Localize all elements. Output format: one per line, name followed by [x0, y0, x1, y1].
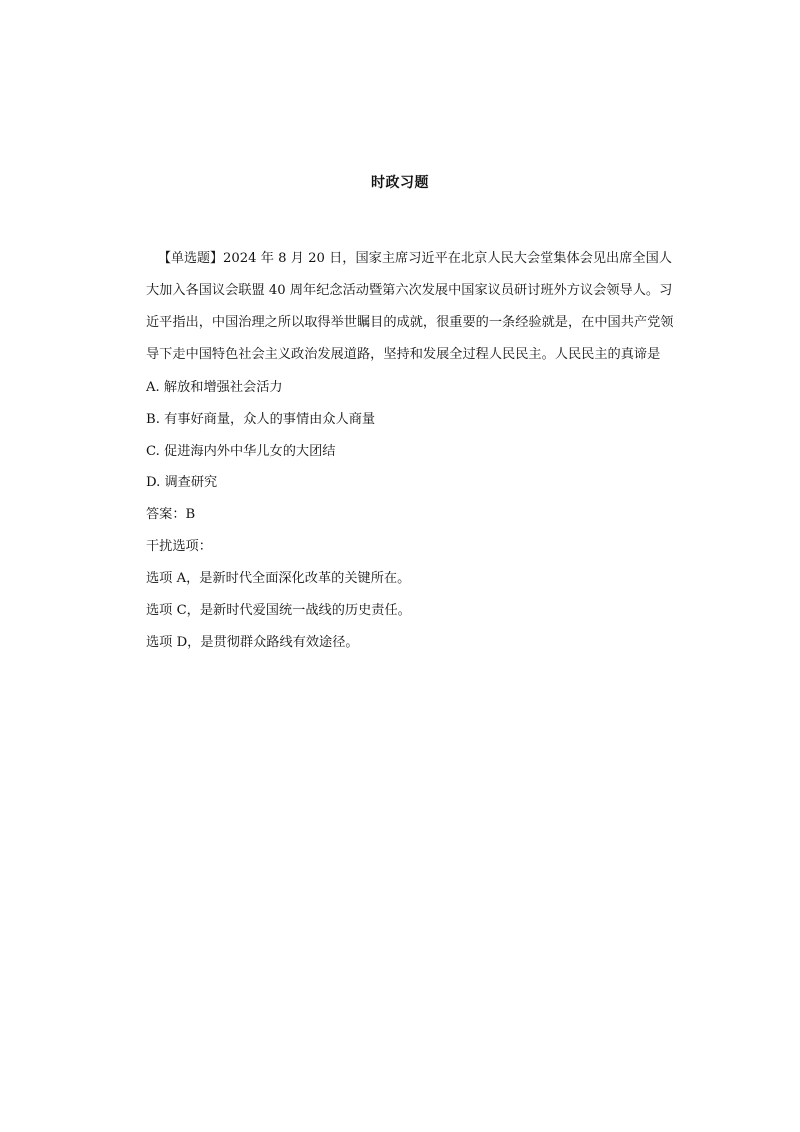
page-title: 时政习题 [371, 175, 429, 191]
question-type-tag: 【单选题】 [158, 251, 224, 266]
distractor-a: 选项 A，是新时代全面深化改革的关键所在。 [146, 571, 411, 586]
question-line-4: 导下走中国特色社会主义政治发展道路，坚持和发展全过程人民民主。人民民主的真谛是 [146, 347, 661, 362]
option-d: D. 调查研究 [146, 475, 218, 490]
question-line-1: 【单选题】2024 年 8 月 20 日，国家主席习近平在北京人民大会堂集体会见出席全国人 [158, 251, 672, 266]
option-b: B. 有事好商量，众人的事情由众人商量 [146, 412, 376, 427]
option-a: A. 解放和增强社会活力 [146, 380, 283, 395]
answer-line: 答案：B [146, 507, 196, 522]
distractor-c: 选项 C，是新时代爱国统一战线的历史责任。 [146, 603, 411, 618]
distractor-d: 选项 D，是贯彻群众路线有效途径。 [146, 635, 359, 650]
question-line-2: 大加入各国议会联盟 40 周年纪念活动暨第六次发展中国家议员研讨班外方议会领导人。习 [146, 283, 673, 298]
distractor-heading: 干扰选项： [146, 539, 212, 554]
question-line-3: 近平指出，中国治理之所以取得举世瞩目的成就，很重要的一条经验就是，在中国共产党领 [146, 315, 674, 330]
option-c: C. 促进海内外中华儿女的大团结 [146, 444, 336, 459]
